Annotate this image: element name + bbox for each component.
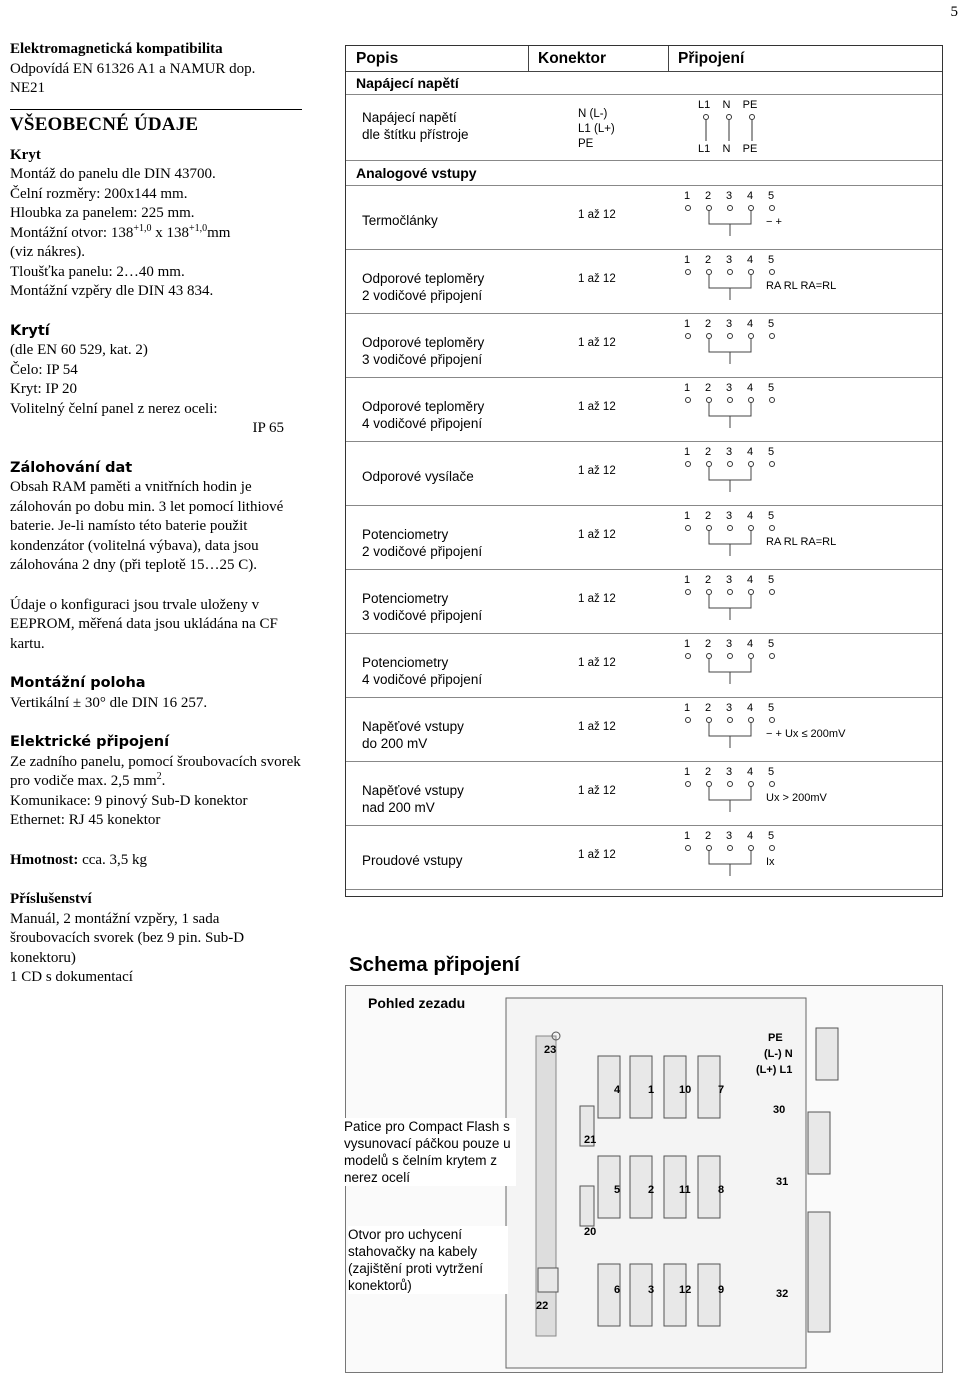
terminal-number: 5 — [768, 766, 775, 778]
backup-text: Obsah RAM paměti a vnitřních hodin je zálohován po dobu min. 3 let pomocí lithiové baterie. Je-li namísto této baterie použit kondenzátor (volitelná výbava), data jsou zálohována 2 dny (při teplotě 15…25 C). — [10, 479, 284, 573]
terminal-number: 3 — [726, 702, 733, 714]
row-konektor: 1 až 12 — [578, 465, 616, 477]
terminal-number: 1 — [684, 382, 691, 394]
terminal-numbers — [684, 318, 789, 330]
terminal-label: 4 — [614, 1084, 621, 1096]
cf-slot-annotation: Patice pro Compact Flash s vysunovací páčkou pouze u modelů s čelním krytem z nerez ocelí — [344, 1118, 516, 1186]
kryti-line: Čelo: IP 54 — [10, 361, 78, 378]
section-power — [346, 72, 942, 95]
terminal-number: 4 — [747, 574, 754, 586]
terminal-label: 6 — [614, 1284, 621, 1296]
acc-text2: 1 CD s dokumentací — [10, 969, 133, 985]
row-konektor: 1 až 12 — [578, 273, 616, 285]
table-row — [346, 442, 942, 506]
schema-subtitle: Pohled zezadu — [368, 995, 466, 1011]
terminal-dot — [686, 526, 691, 531]
terminal-dot — [749, 206, 754, 211]
acc-title: Příslušenství — [10, 891, 92, 907]
terminal-dot — [770, 718, 775, 723]
terminal-number: 3 — [726, 830, 733, 842]
terminal-number: 2 — [705, 382, 712, 394]
terminal-dot — [770, 654, 775, 659]
terminal-dot — [770, 462, 775, 467]
terminal-number: 2 — [705, 510, 712, 522]
terminal-numbers — [684, 574, 789, 586]
wiring-path — [709, 275, 751, 300]
terminal-number: 3 — [726, 574, 733, 586]
terminal-dot — [770, 334, 775, 339]
config-text: Údaje o konfiguraci jsou trvale uloženy v EEPROM, měřená data jsou ukládána na CF kartu. — [10, 596, 278, 652]
terminal-numbers — [684, 254, 789, 266]
terminal-number: 5 — [768, 318, 775, 330]
row-konektor: 1 až 12 — [578, 209, 616, 221]
terminal-dot — [686, 782, 691, 787]
terminal-number: 1 — [684, 446, 691, 458]
terminal-number: 5 — [768, 574, 775, 586]
terminal-label: 3 — [648, 1284, 655, 1296]
terminal-dot — [770, 590, 775, 595]
wiring-diagram-icon — [684, 588, 844, 628]
row-konektor: 1 až 12 — [578, 721, 616, 733]
row-konektor: N (L-) L1 (L+) PE — [578, 108, 615, 150]
terminal-dot — [707, 270, 712, 275]
terminal-dot — [728, 270, 733, 275]
terminal-label: 9 — [718, 1284, 725, 1296]
terminal-dot — [770, 398, 775, 403]
terminal-label: (L+) L1 — [756, 1064, 793, 1076]
wiring-diagram-icon — [684, 396, 844, 436]
elec-text: Ze zadního panelu, pomocí šroubovacích svorek pro vodiče max. 2,5 $mm^2$. — [10, 753, 301, 789]
terminal-numbers — [684, 702, 789, 714]
terminal-dot — [749, 782, 754, 787]
terminal-label: 12 — [679, 1284, 692, 1296]
terminal-number: 1 — [684, 702, 691, 714]
kryti-line: (dle EN 60 529, kat. 2) — [10, 342, 148, 358]
terminal-dot — [686, 654, 691, 659]
terminal-label: 1 — [648, 1084, 655, 1096]
terminal-number: 5 — [768, 638, 775, 650]
terminal-number: 3 — [726, 510, 733, 522]
terminal-label: PE — [768, 1032, 783, 1044]
terminal-number: 1 — [684, 510, 691, 522]
cable-tie-annotation: Otvor pro uchycení stahovačky na kabely (zajištění proti vytržení konektorů) — [348, 1226, 508, 1294]
terminal-numbers — [684, 510, 789, 522]
terminal-label: 2 — [648, 1184, 655, 1196]
terminal-dot — [749, 334, 754, 339]
terminal-numbers — [684, 190, 789, 202]
terminal-dot — [686, 846, 691, 851]
wiring-path — [709, 531, 751, 556]
row-desc: Napájecí napětí dle štítku přístroje — [362, 110, 469, 142]
kryt-line: Montážní vzpěry dle DIN 43 834. — [10, 283, 214, 299]
terminal-number: 5 — [768, 830, 775, 842]
terminal-number: 2 — [705, 638, 712, 650]
terminal-number: 1 — [684, 254, 691, 266]
row-desc: Termočlánky — [362, 213, 438, 228]
section-title: Napájecí napětí — [356, 75, 459, 91]
table-row — [346, 634, 942, 698]
cutout-line: Montážní otvor: $138^{+1,0}$ x $138^{+1,0}mm$ — [10, 222, 231, 241]
terminal-number: 5 — [768, 510, 775, 522]
terminal-dot — [686, 398, 691, 403]
table-row — [346, 570, 942, 634]
terminal-dot — [728, 206, 733, 211]
wiring-label: Ux > 200mV — [766, 792, 827, 804]
terminal-dot — [728, 718, 733, 723]
terminal-dot — [686, 270, 691, 275]
mount-title: Montážní poloha — [10, 675, 146, 691]
row-desc: Odporové teploměry 4 vodičové připojení — [362, 399, 485, 431]
terminal-dot — [749, 462, 754, 467]
terminal-number: 3 — [726, 446, 733, 458]
terminal-number: 5 — [768, 382, 775, 394]
terminal-number: 2 — [705, 574, 712, 586]
row-desc: Napěťové vstupy nad 200 mV — [362, 783, 464, 815]
terminal-number: 4 — [747, 318, 754, 330]
terminal-number: 3 — [726, 318, 733, 330]
kryt-line: Hloubka za panelem: 225 mm. — [10, 205, 195, 221]
wiring-path — [709, 595, 751, 620]
terminal-dot — [770, 270, 775, 275]
terminal-dot — [707, 526, 712, 531]
general-title: VŠEOBECNÉ ÚDAJE — [10, 109, 302, 136]
terminal-number: 4 — [747, 830, 754, 842]
terminal-dot — [728, 398, 733, 403]
terminal-label: 10 — [679, 1084, 692, 1096]
terminal-label: (L-) N — [764, 1048, 793, 1060]
terminal-label: 30 — [773, 1104, 786, 1116]
emc-title: Elektromagnetická kompatibilita — [10, 41, 223, 57]
wiring-path — [709, 787, 751, 812]
terminal-number: 2 — [705, 830, 712, 842]
mount-text: Vertikální ± 30° dle DIN 16 257. — [10, 694, 208, 711]
terminal-dot — [707, 398, 712, 403]
kryt-line: Tloušťka panelu: 2…40 mm. — [10, 263, 185, 280]
terminal-dot — [707, 718, 712, 723]
terminal-label: 20 — [584, 1226, 597, 1238]
terminal-number: 2 — [705, 318, 712, 330]
terminal-dot — [749, 526, 754, 531]
power-wiring-icon — [696, 113, 776, 143]
terminal-number: 1 — [684, 830, 691, 842]
section-analog — [346, 161, 942, 186]
terminal-label: 11 — [679, 1184, 691, 1196]
terminal-dot — [770, 206, 775, 211]
kryti-ip65: IP 65 — [252, 420, 284, 436]
terminal-dot — [770, 526, 775, 531]
row-konektor: 1 až 12 — [578, 849, 616, 861]
terminal-dot — [686, 334, 691, 339]
power-top-labels: L1 N PE — [698, 99, 758, 111]
terminal-number: 1 — [684, 766, 691, 778]
terminal-dot — [749, 270, 754, 275]
terminal-dot — [728, 654, 733, 659]
table-header — [346, 46, 942, 72]
terminal-number: 2 — [705, 446, 712, 458]
kryti-line: Kryt: IP 20 — [10, 381, 77, 397]
connection-table — [345, 45, 943, 897]
wiring-path — [709, 339, 751, 364]
table-row — [346, 186, 942, 250]
terminal-number: 4 — [747, 638, 754, 650]
terminal-number: 4 — [747, 254, 754, 266]
wiring-label: RA RL RA=RL — [766, 536, 837, 548]
row-desc: Odporové vysílače — [362, 469, 474, 484]
wiring-label: RA RL RA=RL — [766, 280, 837, 292]
terminal-number: 2 — [705, 766, 712, 778]
terminal-dot — [707, 334, 712, 339]
row-konektor: 1 až 12 — [578, 657, 616, 669]
terminal-dot — [728, 526, 733, 531]
terminal-dot — [749, 718, 754, 723]
table-row — [346, 698, 942, 762]
wiring-diagram-icon — [684, 332, 844, 372]
terminal-label: 21 — [584, 1134, 597, 1146]
row-konektor: 1 až 12 — [578, 401, 616, 413]
terminal-label: 32 — [776, 1288, 789, 1300]
terminal-number: 1 — [684, 318, 691, 330]
row-konektor: 1 až 12 — [578, 337, 616, 349]
kryti-line: Volitelný čelní panel z nerez oceli: — [10, 400, 218, 417]
terminal-dot — [707, 590, 712, 595]
schema-title: Schema připojení — [349, 953, 520, 976]
terminal-dot — [728, 846, 733, 851]
page-number: 5 — [950, 4, 958, 20]
terminal-number: 3 — [726, 638, 733, 650]
section-title: Analogové vstupy — [356, 165, 477, 181]
table-row — [346, 95, 942, 161]
row-desc: Napěťové vstupy do 200 mV — [362, 719, 464, 751]
rear-view-diagram — [345, 985, 943, 1373]
row-konektor: 1 až 12 — [578, 529, 616, 541]
table-row — [346, 378, 942, 442]
terminal-dot — [749, 398, 754, 403]
wiring-path — [709, 467, 751, 492]
row-desc: Odporové teploměry 2 vodičové připojení — [362, 271, 485, 303]
terminal-number: 5 — [768, 254, 775, 266]
terminal-label: 22 — [536, 1300, 549, 1312]
terminal-dot — [707, 846, 712, 851]
row-konektor: 1 až 12 — [578, 593, 616, 605]
terminal-number: 3 — [726, 190, 733, 202]
weight-line: Hmotnost: cca. 3,5 kg — [10, 851, 148, 868]
wiring-diagram-icon — [684, 204, 844, 244]
terminal-number: 1 — [684, 638, 691, 650]
terminal-numbers — [684, 638, 789, 650]
power-bottom-labels: L1 N PE — [698, 143, 758, 155]
terminal-number: 3 — [726, 254, 733, 266]
table-row — [346, 826, 942, 890]
wiring-path — [709, 723, 751, 748]
terminal-number: 4 — [747, 702, 754, 714]
row-desc: Proudové vstupy — [362, 853, 463, 868]
wiring-diagram-icon — [684, 652, 844, 692]
row-desc: Potenciometry 2 vodičové připojení — [362, 527, 483, 559]
terminal-dot — [728, 590, 733, 595]
kryt-title: Kryt — [10, 146, 41, 163]
terminal-number: 2 — [705, 190, 712, 202]
wiring-path — [709, 211, 751, 236]
terminal-label: 7 — [718, 1084, 725, 1096]
terminal-number: 4 — [747, 766, 754, 778]
terminal-number: 1 — [684, 190, 691, 202]
col-popis: Popis — [356, 50, 399, 67]
terminal-dot — [707, 654, 712, 659]
terminal-number: 5 — [768, 190, 775, 202]
wiring-diagram-icon — [684, 460, 844, 500]
wiring-label: Ix — [766, 856, 775, 868]
col-pripojeni: Připojení — [678, 50, 745, 67]
terminal-dot — [749, 846, 754, 851]
terminal-label: 8 — [718, 1184, 725, 1196]
terminal-dot — [728, 782, 733, 787]
emc-text: Odpovídá EN 61326 A1 a NAMUR dop. NE21 — [10, 60, 256, 96]
terminal-dot — [686, 590, 691, 595]
terminal-dot — [707, 206, 712, 211]
kryti-title: Krytí — [10, 322, 50, 339]
terminal-number: 4 — [747, 382, 754, 394]
wiring-path — [709, 403, 751, 428]
kryt-line: Čelní rozměry: 200x144 mm. — [10, 185, 188, 202]
table-row — [346, 250, 942, 314]
terminal-dot — [749, 654, 754, 659]
row-desc: Potenciometry 4 vodičové připojení — [362, 655, 483, 687]
terminal-dot — [686, 462, 691, 467]
terminal-number: 4 — [747, 446, 754, 458]
specs-column — [10, 40, 310, 988]
terminal-numbers — [684, 446, 789, 458]
elec-line: Ethernet: RJ 45 konektor — [10, 812, 161, 828]
terminal-dot — [749, 590, 754, 595]
table-row — [346, 506, 942, 570]
terminal-dot — [770, 846, 775, 851]
terminal-dot — [728, 334, 733, 339]
terminal-number: 5 — [768, 446, 775, 458]
table-row — [346, 762, 942, 826]
table-row — [346, 314, 942, 378]
terminal-label: 23 — [544, 1044, 557, 1056]
row-desc: Odporové teploměry 3 vodičové připojení — [362, 335, 485, 367]
terminal-number: 1 — [684, 574, 691, 586]
terminal-number: 2 — [705, 254, 712, 266]
wiring-label: − + — [766, 216, 782, 228]
terminal-dot — [707, 782, 712, 787]
kryt-line: Montáž do panelu dle DIN 43700. — [10, 166, 216, 182]
terminal-dot — [686, 718, 691, 723]
wiring-label: − + Ux ≤ 200mV — [766, 728, 846, 740]
wiring-diagram-icon — [684, 844, 844, 884]
terminal-numbers — [684, 766, 789, 778]
terminal-dot — [770, 782, 775, 787]
terminal-numbers — [684, 830, 789, 842]
terminal-dot — [686, 206, 691, 211]
terminal-number: 3 — [726, 766, 733, 778]
elec-title: Elektrické připojení — [10, 734, 170, 750]
terminal-number: 4 — [747, 190, 754, 202]
terminal-number: 4 — [747, 510, 754, 522]
row-desc: Potenciometry 3 vodičové připojení — [362, 591, 483, 623]
kryt-line: (viz nákres). — [10, 244, 85, 260]
terminal-label: 31 — [776, 1176, 789, 1188]
backup-title: Zálohování dat — [10, 459, 133, 476]
elec-line: Komunikace: 9 pinový Sub-D konektor — [10, 792, 248, 809]
row-konektor: 1 až 12 — [578, 785, 616, 797]
terminal-number: 3 — [726, 382, 733, 394]
acc-text: Manuál, 2 montážní vzpěry, 1 sada šroubovacích svorek (bez 9 pin. Sub-D konektoru) — [10, 910, 245, 966]
terminal-number: 5 — [768, 702, 775, 714]
col-konektor: Konektor — [538, 50, 607, 67]
wiring-path — [709, 851, 751, 876]
terminal-numbers — [684, 382, 789, 394]
terminal-dot — [707, 462, 712, 467]
wiring-path — [709, 659, 751, 684]
terminal-dot — [728, 462, 733, 467]
terminal-number: 2 — [705, 702, 712, 714]
terminal-label: 5 — [614, 1184, 621, 1196]
